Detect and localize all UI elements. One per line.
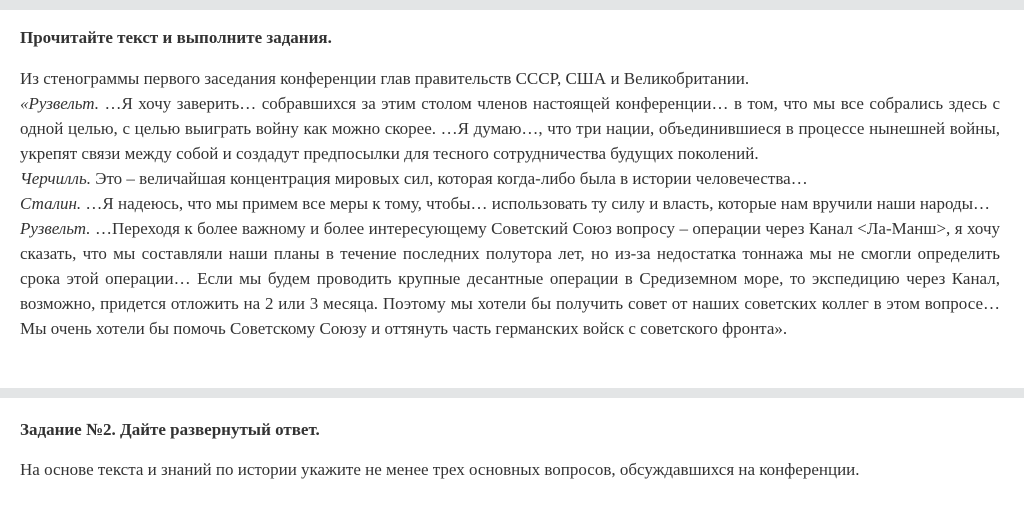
- top-separator: [0, 0, 1024, 10]
- task-title: Задание №2. Дайте развернутый ответ.: [20, 420, 320, 439]
- middle-separator: [0, 388, 1024, 398]
- speech-paragraph-roosevelt-1: [20, 91, 1000, 166]
- speaker-name: «Рузвельт.: [20, 94, 99, 113]
- speech-text: …Я хочу заверить… собравшихся за этим столом членов настоящей конференции… в том, что мы все собрались здесь с одной целью, с целью выиграть войну как можно скорее. …Я думаю…, что три нации, объединившиеся в процессе нынешней войны, укрепят связи между собой и создадут предпосылки для тесного сотрудничества будущих поколений.: [20, 94, 1000, 163]
- source-intro: Из стенограммы первого заседания конференции глав правительств СССР, США и Великобритании.: [20, 69, 750, 88]
- speech-text: …Переходя к более важному и более интересующему Советский Союз вопросу – операции через Канал <Ла-Манш>, я хочу сказать, что мы составляли наши планы в течение последних полутора лет, но из-за недостатка тоннажа мы не смогли определить срока этой операции… Если мы будем проводить крупные десантные операции в Средиземном море, то экспедицию через Канал, возможно, придется отложить на 2 или 3 месяца. Поэтому мы хотели бы получить совет от наших советских коллег в этом вопросе… Мы очень хотели бы помочь Советскому Союзу и оттянуть часть германских войск с советского фронта».: [20, 219, 1000, 338]
- section-title: Прочитайте текст и выполните задания.: [20, 28, 332, 47]
- task-question: На основе текста и знаний по истории укажите не менее трех основных вопросов, обсуждавшихся на конференции.: [20, 460, 860, 479]
- speech-paragraph-roosevelt-2: [20, 216, 1000, 341]
- speech-paragraph-stalin: [20, 191, 1000, 216]
- speaker-name: Черчилль.: [20, 169, 91, 188]
- speaker-name: Сталин.: [20, 194, 82, 213]
- speech-paragraph-churchill: [20, 166, 1000, 191]
- speech-text: …Я надеюсь, что мы примем все меры к тому, чтобы… использовать ту силу и власть, которые нам вручили наши народы…: [81, 194, 991, 213]
- speaker-name: Рузвельт.: [20, 219, 91, 238]
- speech-text: Это – величайшая концентрация мировых сил, которая когда-либо была в истории человечества…: [90, 169, 808, 188]
- source-text-section: [0, 10, 1024, 388]
- task-section: [0, 398, 1024, 482]
